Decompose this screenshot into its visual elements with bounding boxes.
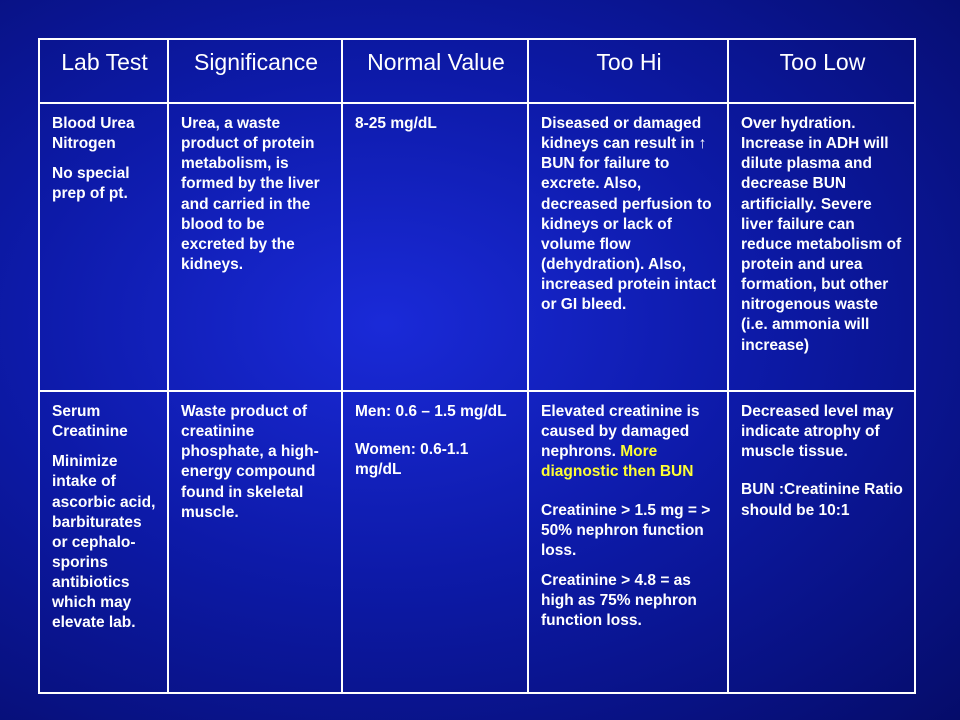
cell-normal-value <box>342 391 528 693</box>
too-hi-threshold-50: Creatinine > 1.5 mg = > 50% nephron function loss. <box>541 501 711 559</box>
lab-test-name: Blood Urea Nitrogen <box>52 115 135 153</box>
significance-text: Urea, a waste product of protein metabolism, is formed by the liver and carried in the blood to be excreted by the kidneys. <box>181 115 320 273</box>
header-lab-test: Lab Test <box>39 39 168 103</box>
too-low-text: Decreased level may indicate atrophy of muscle tissue. <box>741 403 894 461</box>
header-too-low: Too Low <box>728 39 915 103</box>
too-hi-main: Elevated creatinine is caused by damaged nephrons. <box>541 403 700 461</box>
header-normal-value: Normal Value <box>342 39 528 103</box>
table-row-creatinine <box>39 391 915 693</box>
too-hi-threshold-75: Creatinine > 4.8 = as high as 75% nephron function loss. <box>541 571 697 630</box>
lab-test-prep: Minimize intake of ascorbic acid, barbiturates or cephalo-sporins antibiotics which may elevate lab. <box>52 453 156 632</box>
lab-values-table <box>38 38 916 694</box>
cell-too-low <box>728 391 915 693</box>
header-too-hi: Too Hi <box>528 39 728 103</box>
too-low-ratio: BUN :Creatinine Ratio should be 10:1 <box>741 481 903 519</box>
too-hi-text: Diseased or damaged kidneys can result in ↑ BUN for failure to excrete. Also, decreased perfusion to kidneys or lack of volume flow (dehydration). Also, increased protein intact or GI bleed. <box>541 115 716 314</box>
header-significance: Significance <box>168 39 342 103</box>
header-row <box>39 39 915 103</box>
cell-too-hi <box>528 391 728 693</box>
lab-test-prep: No special prep of pt. <box>52 165 130 203</box>
cell-lab-test <box>39 103 168 391</box>
cell-significance <box>168 391 342 693</box>
cell-too-hi <box>528 103 728 391</box>
normal-value-men: Men: 0.6 – 1.5 mg/dL <box>355 403 507 420</box>
cell-too-low <box>728 103 915 391</box>
too-hi-highlight: More diagnostic then BUN <box>541 443 694 481</box>
cell-lab-test <box>39 391 168 693</box>
normal-value-text: 8-25 mg/dL <box>355 115 437 132</box>
too-hi-text <box>541 402 717 483</box>
cell-significance <box>168 103 342 391</box>
normal-value-women: Women: 0.6-1.1 mg/dL <box>355 441 469 479</box>
too-low-text: Over hydration. Increase in ADH will dilute plasma and decrease BUN artificially. Severe liver failure can reduce metabolism of protein and urea formation, but other nitrogenous waste (i.e. ammonia will increase) <box>741 115 902 354</box>
cell-normal-value <box>342 103 528 391</box>
lab-test-name: Serum Creatinine <box>52 403 128 441</box>
significance-text: Waste product of creatinine phosphate, a high-energy compound found in skeletal muscle. <box>181 403 319 521</box>
table-row-bun <box>39 103 915 391</box>
